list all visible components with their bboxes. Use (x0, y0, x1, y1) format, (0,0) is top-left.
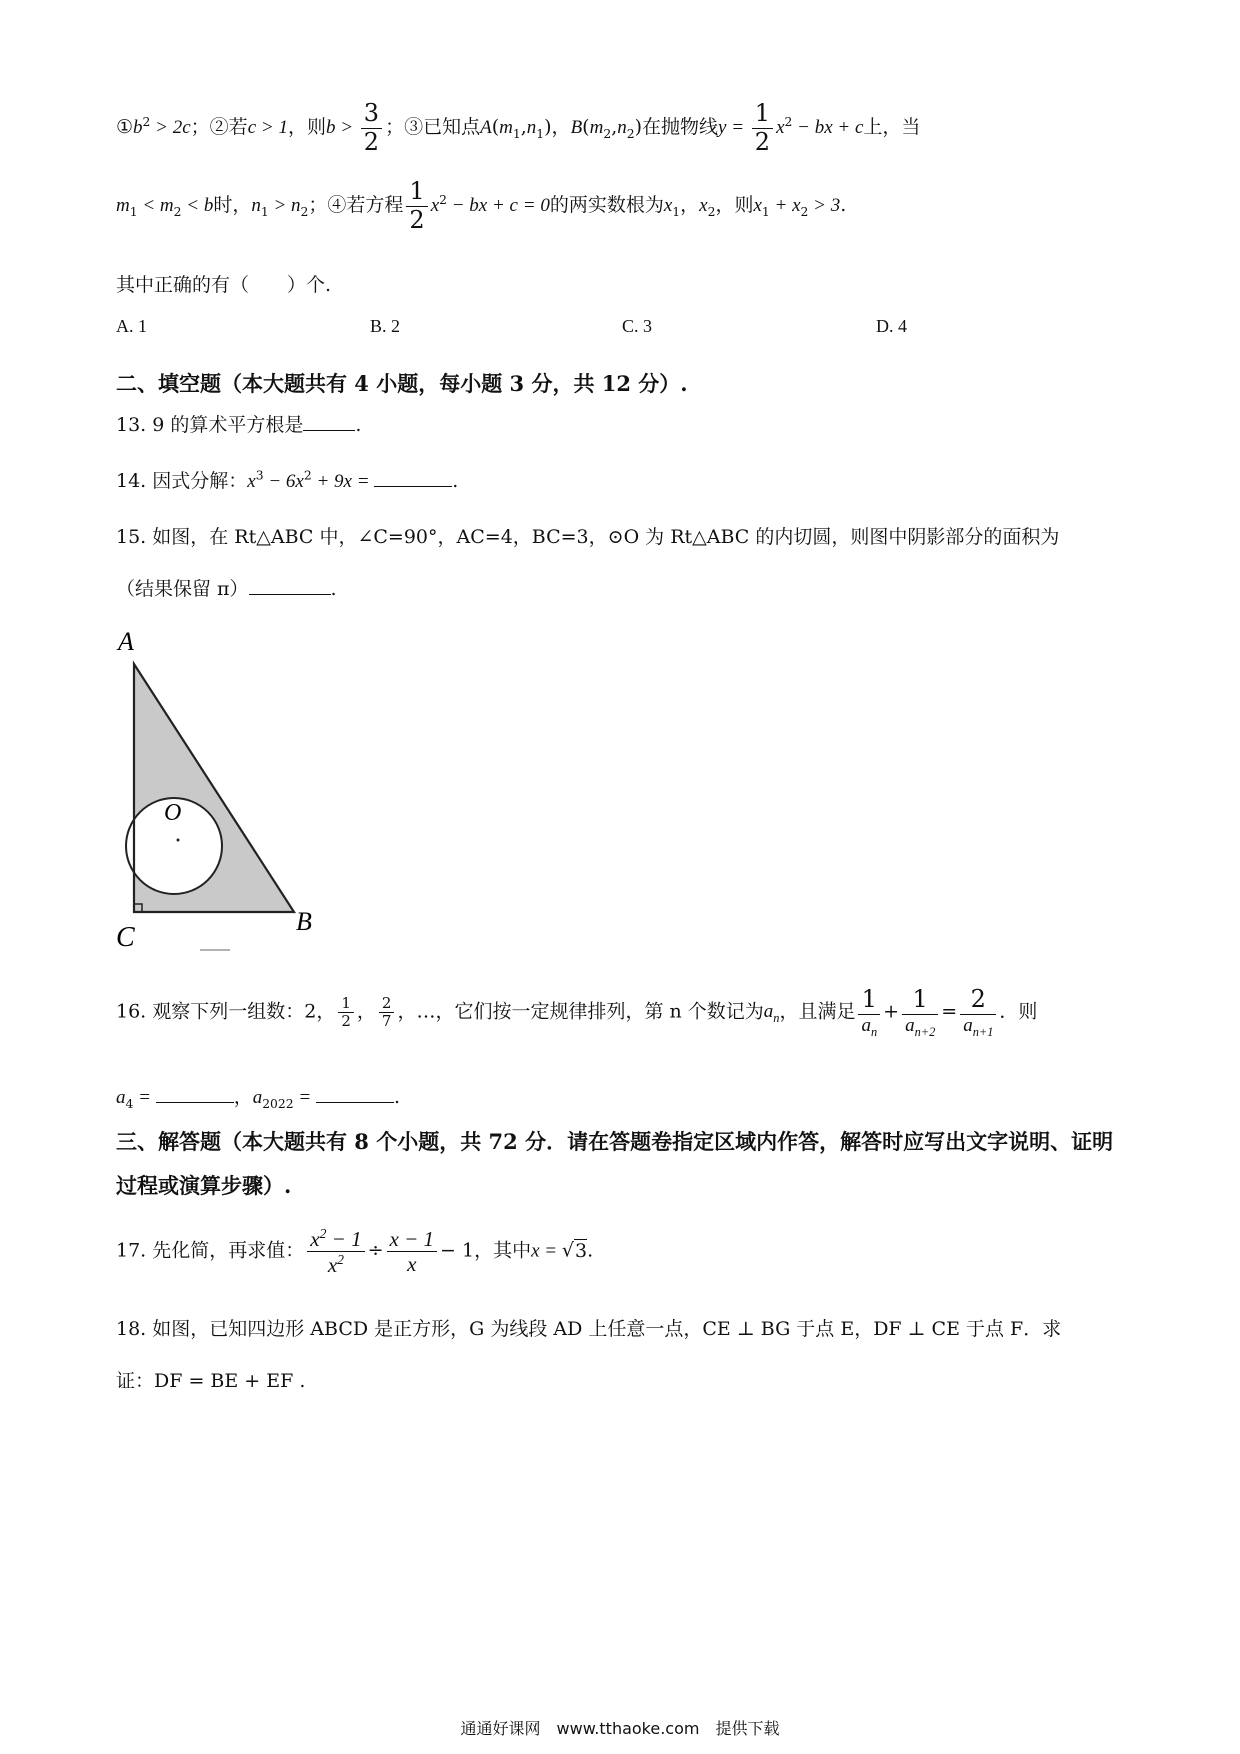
q16-blank-a2022 (316, 1084, 394, 1103)
q16-line1: 16. 观察下列一组数：2， $\frac{1}{2}$ ， $\frac{2}{7}$ ，…，它们按一定规律排列，第 n 个数记为$a_n$，且满足 $\frac{1}{a_n}$ + $\frac{1}{a_{n+2}}$ = $\frac{2}{a_{n+1}}$ ．则 (116, 985, 1038, 1039)
fraction-3-2: $\frac{3}{2}$ (361, 100, 382, 156)
q15-blank (249, 576, 331, 595)
triangle-incircle-figure (110, 620, 350, 960)
q12-line3: 其中正确的有（ ）个. (116, 274, 332, 296)
label-b: B (296, 907, 312, 936)
q16-blank-a4 (156, 1084, 234, 1103)
option-d: D. 4 (876, 316, 907, 336)
fraction-1-2-b: $\frac{1}{2}$ (406, 178, 427, 234)
option-a: A. 1 (116, 316, 147, 336)
q15-line1: 15. 如图，在 Rt△ABC 中，∠C=90°，AC=4，BC=3，⊙O 为 Rt△ABC 的内切圆，则图中阴影部分的面积为 (116, 526, 1060, 548)
label-o: O (164, 800, 182, 826)
center-dot (177, 839, 180, 842)
option-b: B. 2 (370, 316, 401, 336)
q17: 17. 先化简，再求值： $\frac{x^2 - 1}{x^2}$ ÷ $\frac{x - 1}{x}$ − 1，其中x = √3. (116, 1226, 594, 1278)
q14: 14. 因式分解：$x^3 - 6x^2 + 9x$ = . (116, 468, 459, 492)
q18-line1: 18. 如图，已知四边形 ABCD 是正方形，G 为线段 AD 上任意一点，CE ⊥ BG 于点 E，DF ⊥ CE 于点 F．求 (116, 1318, 1062, 1340)
q15-line2: （结果保留 π） . (116, 578, 337, 600)
fraction-1-2: $\frac{1}{2}$ (752, 100, 773, 156)
footer-source: 通通好课网 www.tthaoke.com 提供下载 (460, 1719, 780, 1738)
q16-line2: $a_4$ = ，$a_{2022}$ = . (116, 1086, 400, 1111)
option-c: C. 3 (622, 316, 653, 336)
q13-blank (303, 412, 355, 431)
section3-heading: 三、解答题（本大题共有 8 个小题，共 72 分．请在答题卷指定区域内作答，解答时应写出文字说明、证明过程或演算步骤）. (116, 1129, 1114, 1198)
q13: 13. 9 的算术平方根是 . (116, 414, 362, 436)
label-a: A (118, 627, 134, 656)
label-c: C (116, 922, 135, 953)
q12-line1: $①b^2 > 2c$；②若c > 1，则b > $\frac{3}{2}$ ；③已知点$A(m_1,n_1)$，$B(m_2,n_2)$在抛物线y = $\frac{1}{2}$ $x^2$ − bx + c上，当 (116, 99, 921, 156)
q12-line2: $m_1 < m_2 < b$时，$n_1 > n_2$；④若方程 $\frac{1}{2}$ $x^2$ − bx + c = 0的两实数根为$x_1$，$x_2$，则$x_1 + x_2 > 3$. (116, 177, 847, 234)
section2-heading: 二、填空题（本大题共有 4 小题，每小题 3 分，共 12 分）. (116, 371, 688, 396)
q14-blank (374, 468, 452, 487)
q18-line2: 证：DF = BE + EF . (116, 1370, 306, 1392)
